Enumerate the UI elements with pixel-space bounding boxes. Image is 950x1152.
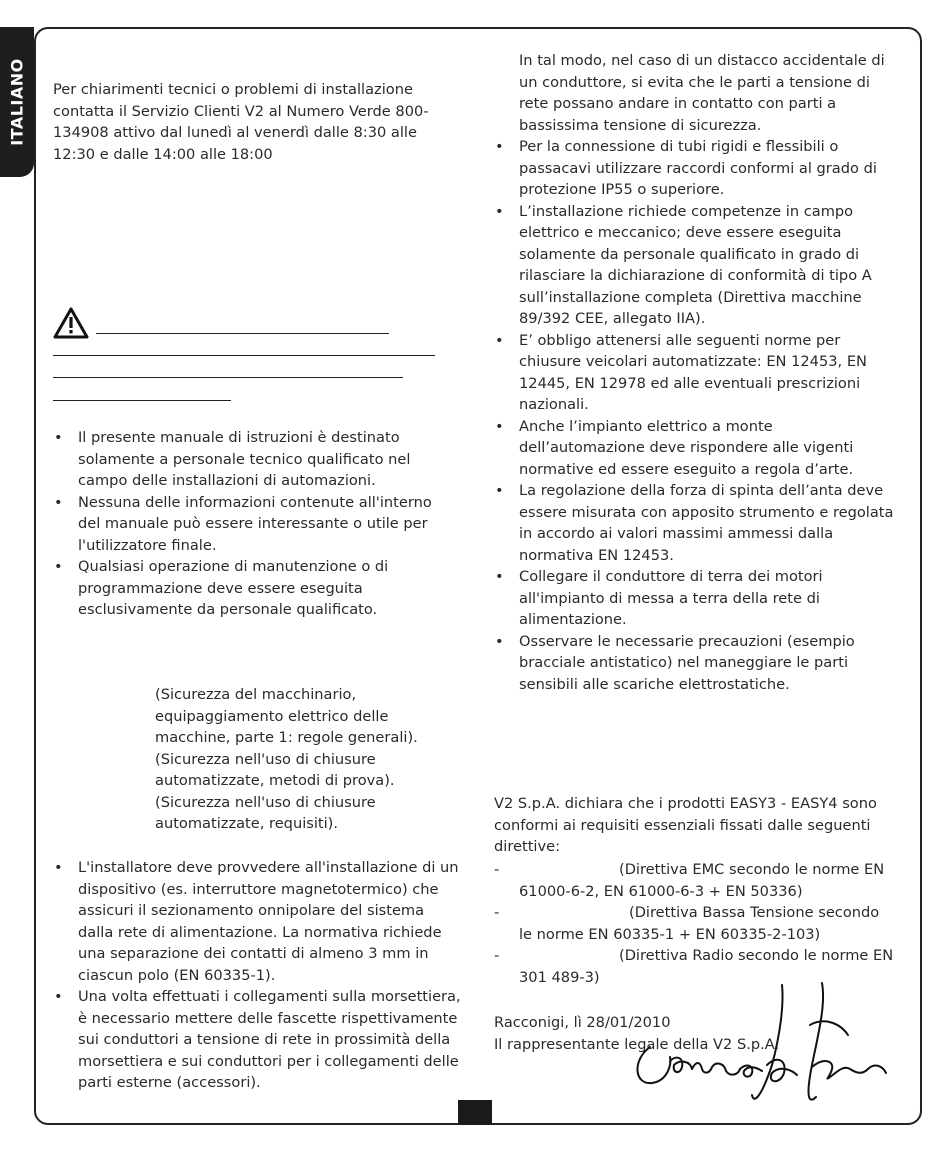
intro-block — [53, 79, 448, 165]
warning-underline-2 — [53, 355, 435, 356]
list-item: • Il presente manuale di istruzioni è destinato solamente a personale tecnico qualificato nel campo delle installazioni di automazioni. — [53, 427, 458, 492]
bullets-left-a — [53, 427, 458, 621]
list-item: • Una volta effettuati i collegamenti sulla morsettiera, è necessario mettere delle fascette rispettivamente sui conduttori a tensione di rete in prossimità della morsettiera e sui conduttori per i collegamenti delle parti esterne (accessori). — [53, 986, 461, 1094]
bullets-left-b — [53, 857, 461, 1094]
list-item: • Qualsiasi operazione di manutenzione o di programmazione deve essere eseguita esclusivamente da personale qualificato. — [53, 556, 458, 621]
list-item: • Collegare il conduttore di terra dei motori all'impianto di messa a terra della rete di alimentazione. — [494, 566, 899, 631]
place-date: Racconigi, lì 28/01/2010 — [494, 1014, 671, 1031]
list-item: • Anche l’impianto elettrico a monte dell’automazione deve rispondere alle vigenti normative ed essere eseguito a regola d’arte. — [494, 416, 899, 481]
list-item: • E’ obbligo attenersi alle seguenti norme per chiusure veicolari automatizzate: EN 12453, EN 12445, EN 12978 ed alle eventuali prescrizioni nazionali. — [494, 330, 899, 416]
language-tab — [0, 27, 34, 177]
page-number-box — [458, 1100, 492, 1125]
signature-image — [612, 965, 907, 1115]
legal-representative: Il rappresentante legale della V2 S.p.A. — [494, 1035, 780, 1053]
declaration-text: V2 S.p.A. dichiara che i prodotti EASY3 - EASY4 sono conformi ai requisiti essenziali fissati dalle seguenti direttive: — [494, 795, 877, 855]
continuation-text: In tal modo, nel caso di un distacco accidentale di un conduttore, si evita che le parti a tensione di rete possano andare in contatto con parti a bassissima tensione di sicurezza. — [519, 52, 885, 134]
directive-item: - (Direttiva Bassa Tensione secondo le norme EN 60335-1 + EN 60335-2-103) — [494, 904, 880, 943]
norms-descriptions — [155, 684, 435, 835]
list-item: • L'installatore deve provvedere all'installazione di un dispositivo (es. interruttore magnetotermico) che assicuri il sezionamento onnipolare del sistema dalla rete di alimentazione. La normativa richiede una separazione dei contatti di almeno 3 mm in ciascun polo (EN 60335-1). — [53, 857, 461, 986]
list-item: • Osservare le necessarie precauzioni (esempio bracciale antistatico) nel maneggiare le parti sensibili alle scariche elettrostatiche. — [494, 631, 899, 696]
warning-underline-3 — [53, 377, 403, 378]
warning-triangle-icon — [53, 307, 89, 339]
list-item: • L’installazione richiede competenze in campo elettrico e meccanico; deve essere eseguita solamente da personale qualificato in grado di rilasciare la dichiarazione di conformità di tipo A sull’installazione completa (Direttiva macchine 89/392 CEE, allegato IIA). — [494, 201, 899, 330]
language-label: ITALIANO — [7, 58, 27, 146]
norm-desc: (Sicurezza del macchinario, equipaggiamento elettrico delle macchine, parte 1: regole generali). — [155, 686, 418, 746]
norm-desc: (Sicurezza nell'uso di chiusure automatizzate, metodi di prova). — [155, 750, 395, 789]
norm-desc: (Sicurezza nell'uso di chiusure automatizzate, requisiti). — [155, 793, 376, 832]
right-column — [494, 50, 899, 695]
support-contact-text: Per chiarimenti tecnici o problemi di installazione contatta il Servizio Clienti V2 al Numero Verde 800-134908 attivo dal lunedì al venerdì dalle 8:30 alle 12:30 e dalle 14:00 alle 18:00 — [53, 81, 429, 163]
declaration-block — [494, 793, 889, 858]
warning-underline-1 — [96, 333, 389, 334]
directive-item: - (Direttiva Radio secondo le norme EN 301 489-3) — [494, 947, 894, 986]
list-item: • La regolazione della forza di spinta dell’anta deve essere misurata con apposito strumento e regolata in accordo ai valori massimi ammessi dalla normativa EN 12453. — [494, 480, 899, 566]
list-item: • Per la connessione di tubi rigidi e flessibili o passacavi utilizzare raccordi conformi al grado di protezione IP55 o superiore. — [494, 136, 899, 201]
directive-item: - (Direttiva EMC secondo le norme EN 61000-6-2, EN 61000-6-3 + EN 50336) — [494, 861, 885, 900]
warning-underline-4 — [53, 400, 231, 401]
list-item: • Nessuna delle informazioni contenute all'interno del manuale può essere interessante o utile per l'utilizzatore finale. — [53, 492, 458, 557]
